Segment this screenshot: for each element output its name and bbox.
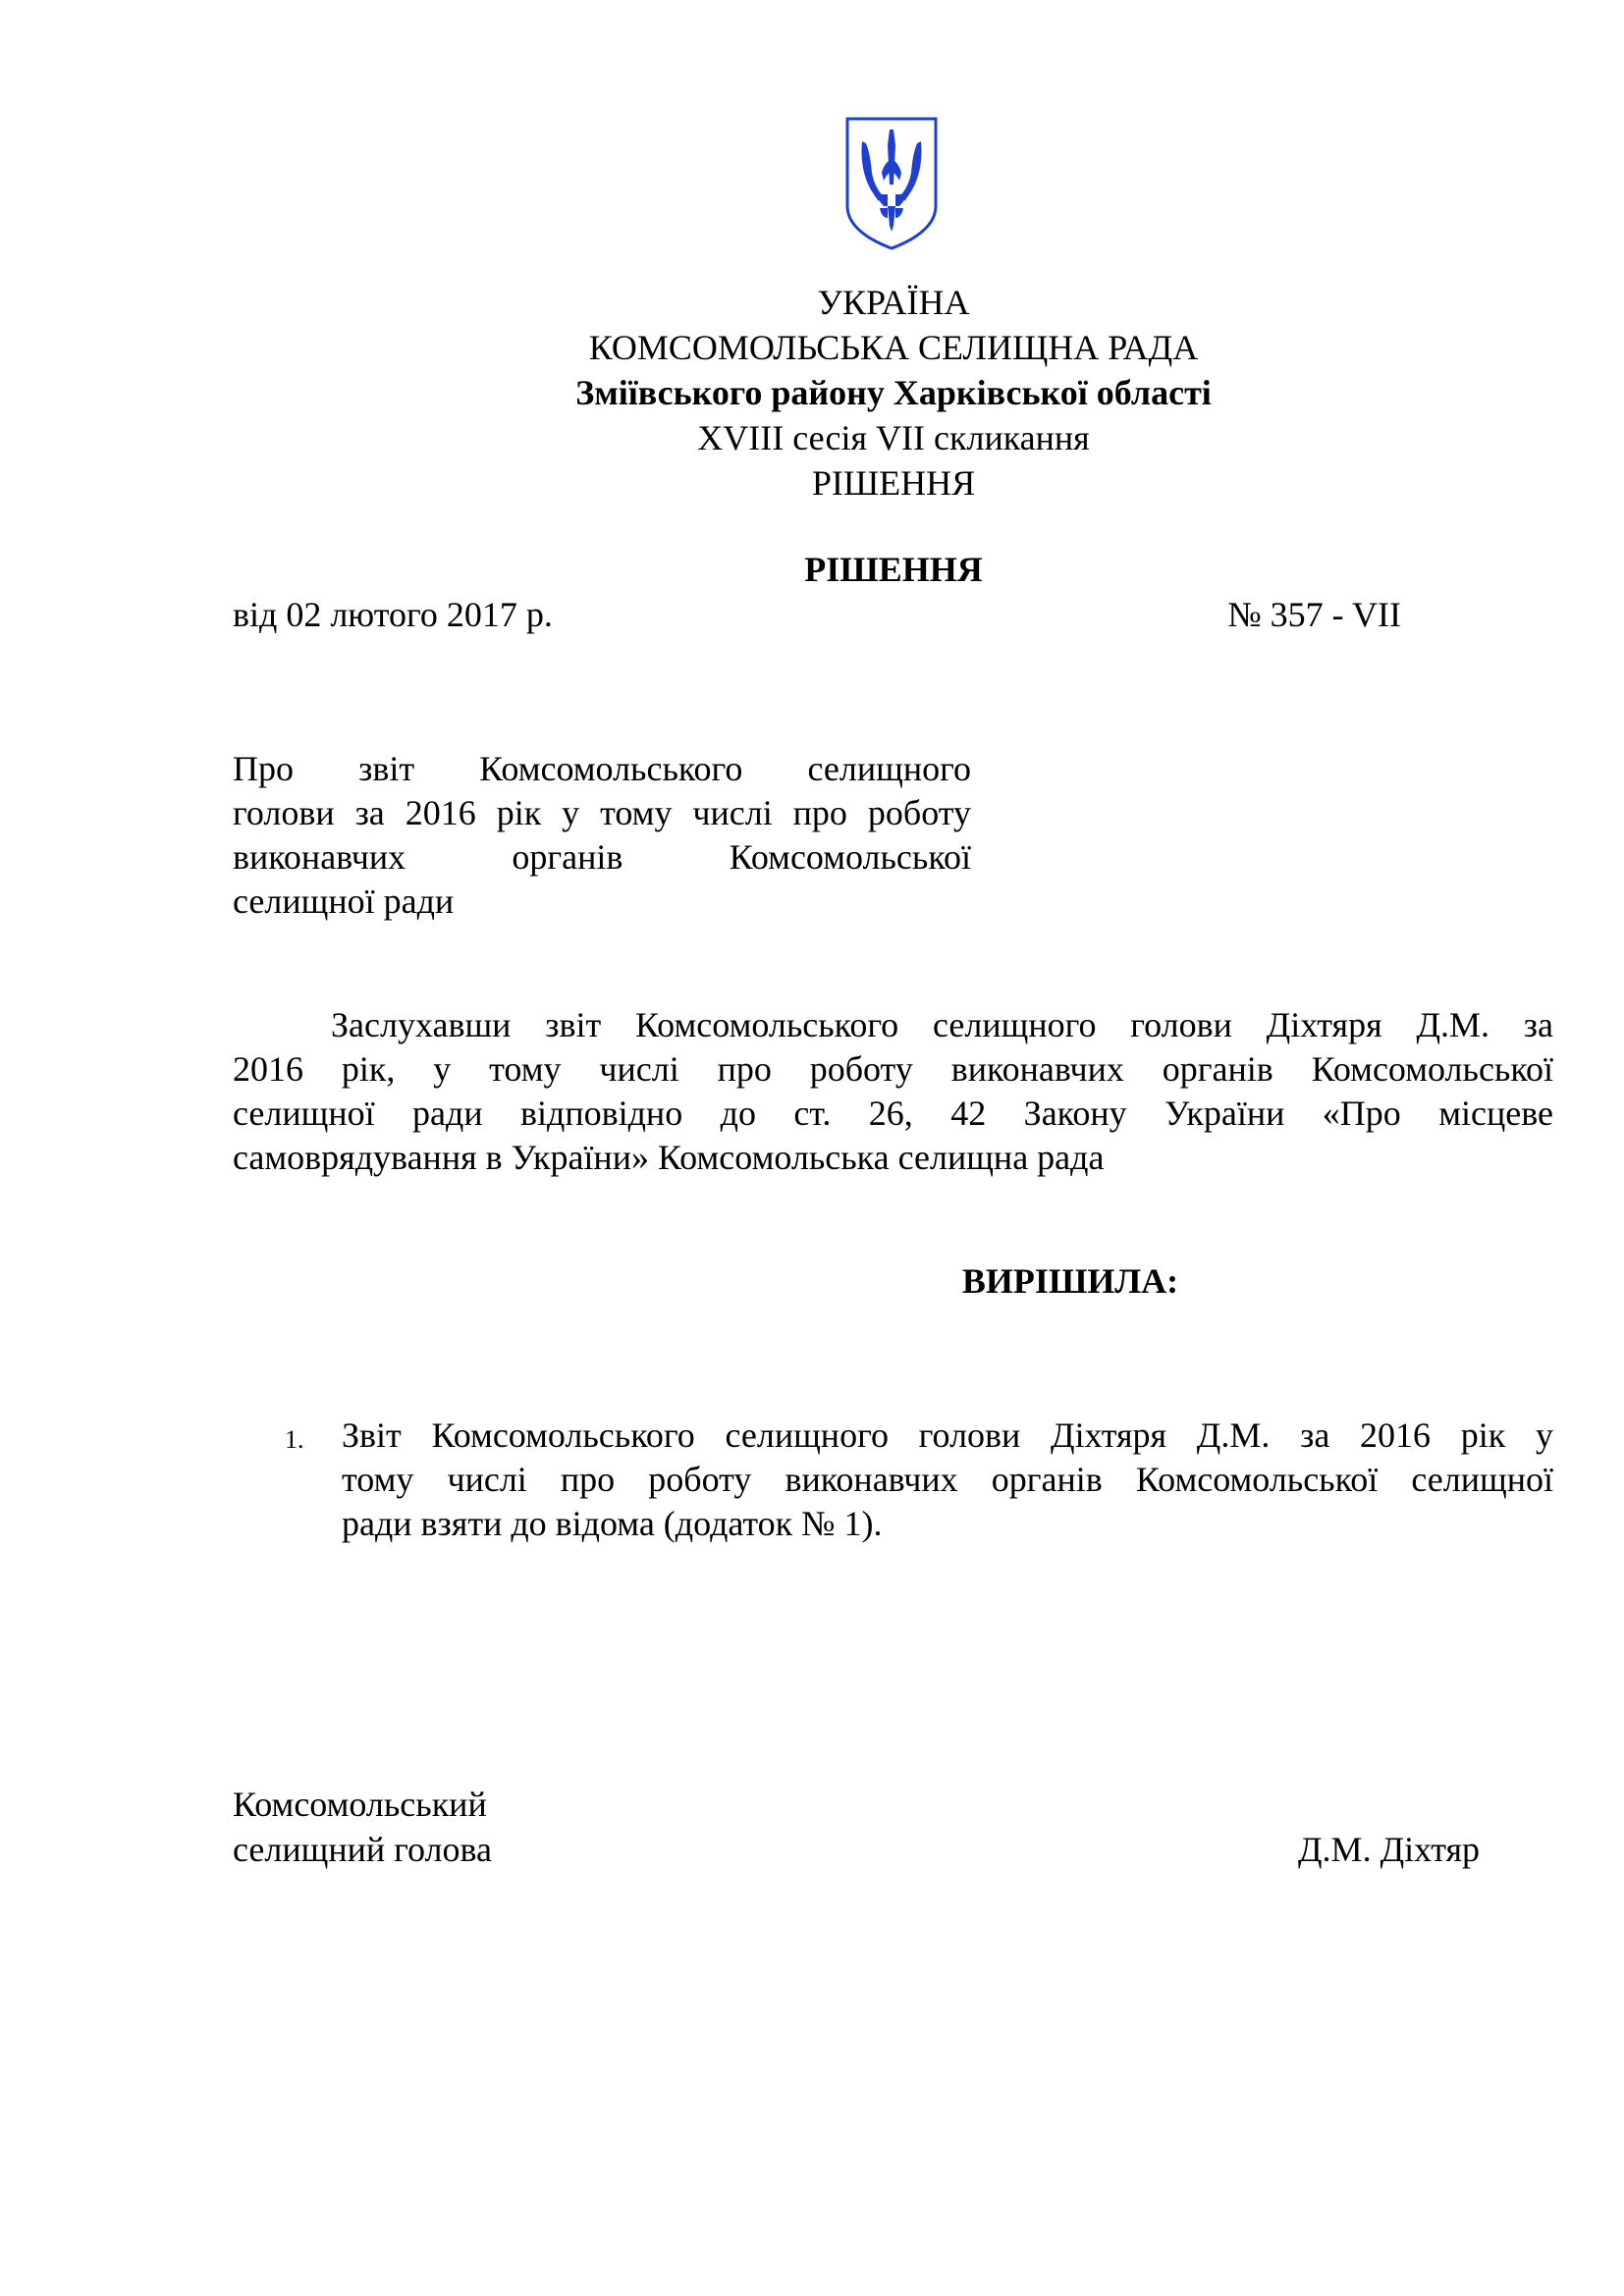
preamble-line: Заслухавши звіт Комсомольського селищного голови Діхтяря Д.М. за: [331, 1005, 1553, 1044]
position-line: селищний голова: [233, 1830, 493, 1869]
decision-number: № 357 - VII: [1227, 595, 1401, 634]
resolved-heading: ВИРІШИЛА:: [961, 1261, 1179, 1301]
document-header: [0, 280, 1624, 506]
council-name: КОМСОМОЛЬСЬКА СЕЛИЩНА РАДА: [588, 328, 1199, 367]
item-line: Звіт Комсомольського селищного голови Діхтяря Д.М. за 2016 рік у: [342, 1415, 1553, 1455]
subject-line: голови за 2016 рік у тому числі про роботу: [233, 793, 971, 832]
preamble-paragraph: [233, 1003, 1553, 1180]
subject-line: виконавчих органів Комсомольської: [233, 837, 971, 877]
session-info: XVIII сесія VII скликання: [697, 418, 1090, 457]
signatory-position: [233, 1782, 492, 1872]
item-number: 1.: [285, 1425, 304, 1454]
trident-coat-of-arms-icon: [844, 116, 939, 251]
item-line: ради взяти до відома (додаток № 1).: [342, 1504, 883, 1543]
decision-subject: [233, 747, 971, 924]
country-name: УКРАЇНА: [817, 283, 970, 322]
decision-title: РІШЕННЯ: [804, 550, 983, 589]
item-text: [342, 1414, 1553, 1546]
preamble-line: селищної ради відповідно до ст. 26, 42 Закону України «Про місцеве: [233, 1094, 1553, 1133]
decision-date-number-row: [233, 592, 1401, 637]
position-line: Комсомольський: [233, 1785, 487, 1824]
decision-date: від 02 лютого 2017 р.: [233, 595, 553, 634]
preamble-line: самоврядування в України» Комсомольська селищна рада: [233, 1138, 1105, 1177]
preamble-line: 2016 рік, у тому числі про роботу виконавчих органів Комсомольської: [233, 1049, 1553, 1089]
district-name: Зміївського району Харківської області: [575, 373, 1212, 412]
document-type: РІШЕННЯ: [811, 463, 976, 503]
subject-line: Про звіт Комсомольського селищного: [233, 749, 971, 788]
subject-line: селищної ради: [233, 881, 455, 921]
item-line: тому числі про роботу виконавчих органів Комсомольської селищної: [342, 1460, 1553, 1499]
signatory-name: Д.М. Діхтяр: [1298, 1830, 1481, 1869]
